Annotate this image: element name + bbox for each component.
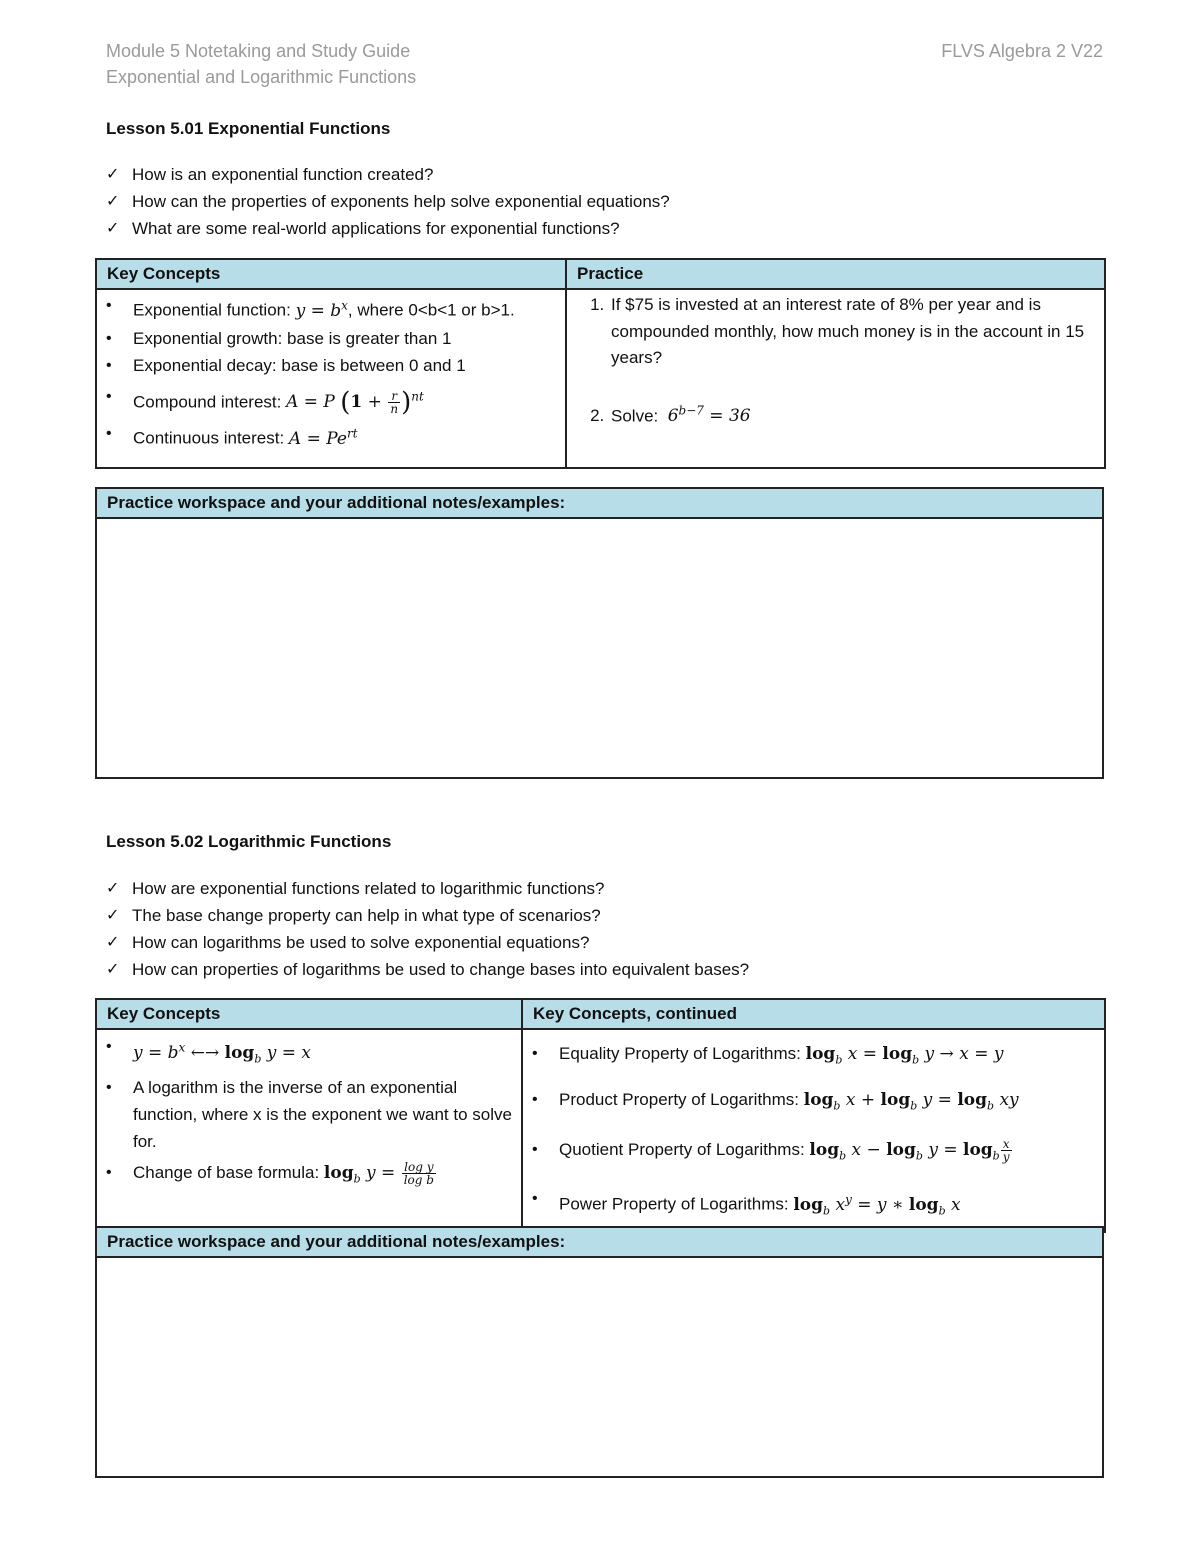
workspace-area[interactable] [96,1257,1103,1477]
question-item: ✓ How are exponential functions related to logarithmic functions? [106,875,749,902]
practice-question-1: 1. If $75 is invested at an interest rate of 8% per year and is compounded monthly, how much money is in the account in 15 years? [609,292,1094,372]
key-concepts-header: Key Concepts [96,259,566,289]
practice-cell [566,289,1105,468]
concept-exponential-function: • Exponential function: $y = b^x$, where 0<b<1 or b>1. [133,292,557,325]
key-concepts-header: Key Concepts [96,999,522,1029]
practice-question-2: 2. Solve: $6^{b-7} = 36$ [609,398,1094,430]
key-concepts-cell [96,289,566,468]
concept-exp-log-equivalence: • $y = b^x$ ←→ $\log_b y = x$ [133,1032,513,1074]
question-item: ✓ How can logarithms be used to solve exponential equations? [106,929,749,956]
checkmark-icon: ✓ [106,934,120,951]
question-item: ✓ How is an exponential function created? [106,161,670,188]
quotient-property: • Quotient Property of Logarithms: $\log_b x - \log_b y = \log_b$ $\frac{x}{y}$ [559,1127,1096,1179]
lesson-1-questions [106,161,670,242]
question-item: ✓ The base change property can help in what type of scenarios? [106,902,749,929]
workspace-area[interactable] [96,518,1103,778]
lesson-2-questions [106,875,749,983]
product-property: • Product Property of Logarithms: $\log_b x + \log_b y = \log_b$ xy [559,1080,1096,1126]
checkmark-icon: ✓ [106,166,120,183]
concept-compound-interest: • Compound interest: A = P (1 + $\frac{r}{n}$ )$^{nt}$ [133,379,557,421]
equality-property: • Equality Property of Logarithms: $\log_b x = \log_b y \to x = y$ [559,1034,1096,1080]
question-item: ✓ How can properties of logarithms be used to change bases into equivalent bases? [106,956,749,983]
document-subtitle: Exponential and Logarithmic Functions [106,67,417,87]
concept-log-inverse: • A logarithm is the inverse of an exponential function, where x is the exponent we want to solve for. [133,1074,513,1155]
course-label: FLVS Algebra 2 V22 [941,41,1103,61]
question-item: ✓ How can the properties of exponents help solve exponential equations? [106,188,670,215]
workspace-header: Practice workspace and your additional notes/examples: [96,488,1103,518]
concept-continuous-interest: • Continuous interest: $A = Pe^{rt}$ [133,420,557,453]
document-title: Module 5 Notetaking and Study Guide [106,41,411,61]
key-concepts-continued-cell [522,1029,1105,1232]
key-concepts-cell [96,1029,522,1232]
lesson-2-concepts-table [95,998,1106,1233]
checkmark-icon: ✓ [106,193,120,210]
lesson-1-workspace [95,487,1104,779]
concept-growth: • Exponential growth: base is greater than 1 [133,325,557,352]
checkmark-icon: ✓ [106,961,120,978]
lesson-2-title: Lesson 5.02 Logarithmic Functions [106,832,392,851]
checkmark-icon: ✓ [106,907,120,924]
checkmark-icon: ✓ [106,220,120,237]
key-concepts-continued-header: Key Concepts, continued [522,999,1105,1029]
practice-header: Practice [566,259,1105,289]
checkmark-icon: ✓ [106,880,120,897]
power-property: • Power Property of Logarithms: $\log_b x^y = y$ ∗ $\log_b x$ [559,1179,1096,1231]
workspace-header: Practice workspace and your additional notes/examples: [96,1227,1103,1257]
concept-change-of-base: • Change of base formula: $\log_b y$ = $\frac{\text{log y}}{\text{log b}}$ [133,1155,513,1197]
lesson-1-concepts-table [95,258,1106,469]
lesson-1-title: Lesson 5.01 Exponential Functions [106,119,391,138]
page-header [106,38,416,90]
lesson-2-workspace [95,1226,1104,1478]
question-item: ✓ What are some real-world applications for exponential functions? [106,215,670,242]
concept-decay: • Exponential decay: base is between 0 and 1 [133,352,557,379]
